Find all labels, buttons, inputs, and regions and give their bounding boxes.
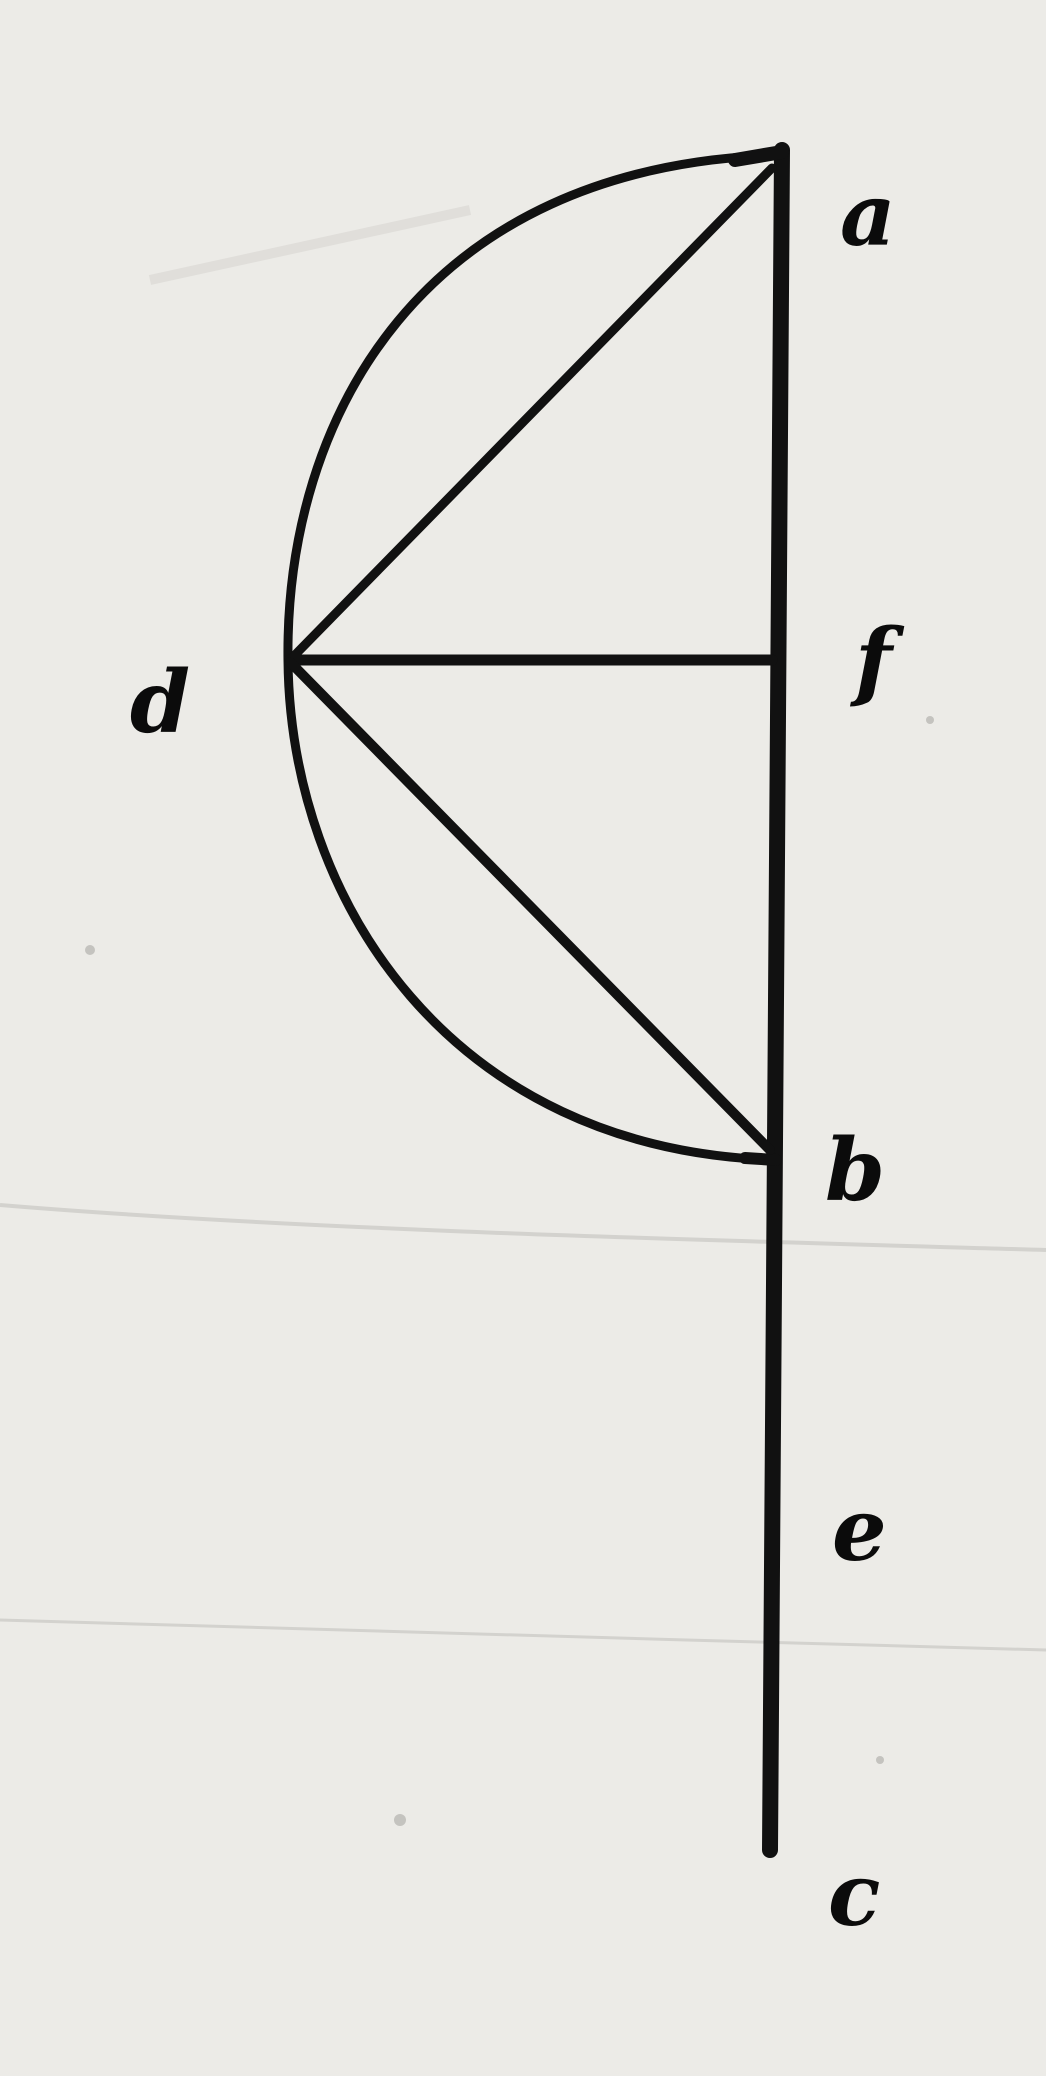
- label-f: f: [855, 610, 892, 711]
- arc-end-b: [745, 1158, 776, 1160]
- label-c: c: [828, 1845, 881, 1946]
- arc-end-a: [735, 152, 782, 160]
- label-a: a: [840, 165, 896, 266]
- label-d: d: [130, 652, 191, 753]
- paper-texture: [0, 210, 1046, 1826]
- chord-d-b: [290, 662, 770, 1150]
- chord-d-a: [290, 168, 772, 660]
- label-b: b: [825, 1120, 886, 1221]
- label-e: e: [832, 1480, 887, 1581]
- line-a-c: [770, 150, 782, 1850]
